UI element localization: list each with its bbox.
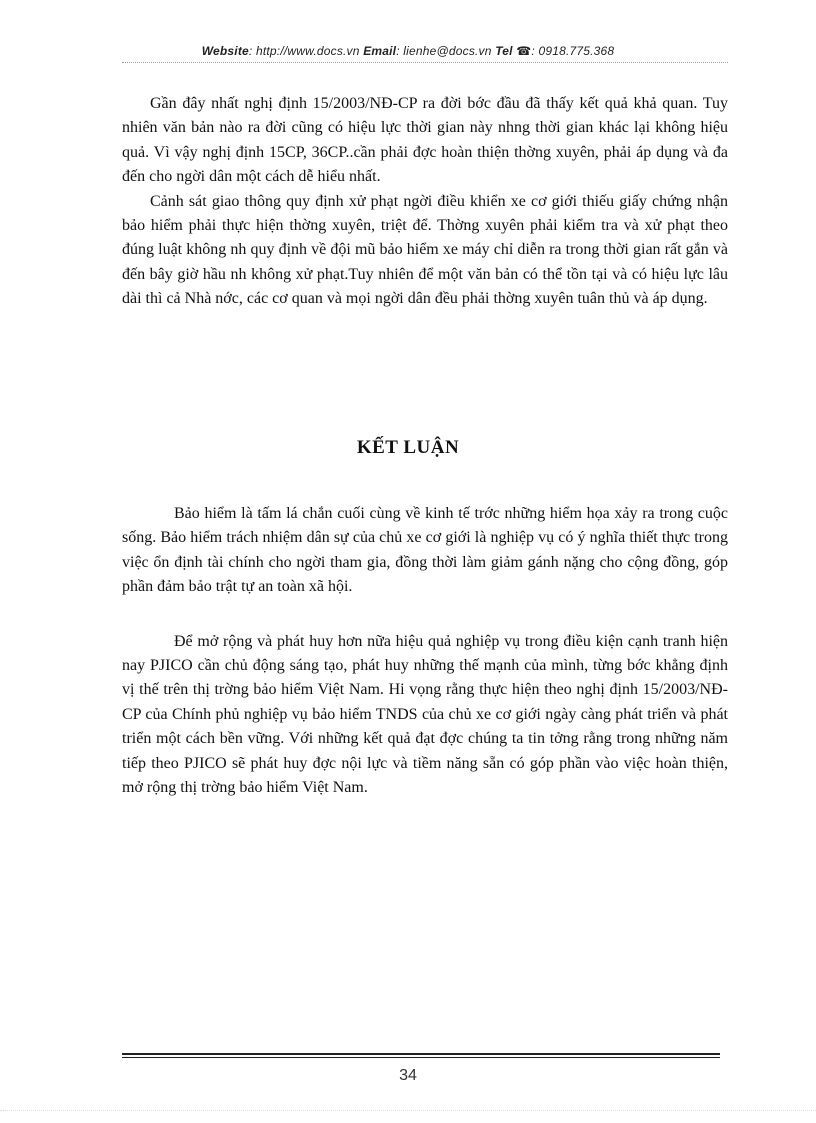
conclusion-paragraph-2: Để mở rộng và phát huy hơn nữa hiệu quả nghiệp vụ trong điều kiện cạnh tranh hiện nay PJICO cần chủ động sáng tạo, phát huy những thế mạnh của mình, từng bớc khẳng định vị thế trên thị trờng bảo hiểm Việt Nam. Hi vọng rằng thực hiện theo nghị định 15/2003/NĐ-CP của Chính phủ nghiệp vụ bảo hiểm TNDS của chủ xe cơ giới ngày càng phát triển và phát triển một cách bền vững. Với những kết quả đạt đợc chúng ta tin tởng rằng trong những năm tiếp theo PJICO sẽ phát huy đợc nội lực và tiềm năng sẵn có góp phần vào việc hoàn thiện, mở rộng thị trờng bảo hiểm Việt Nam. <box>122 632 728 797</box>
page-header <box>0 44 816 58</box>
phone-icon: ☎ <box>516 44 532 58</box>
footer-divider-thin <box>122 1057 720 1058</box>
page-edge <box>0 1110 816 1111</box>
body-paragraph-1: Gần đây nhất nghị định 15/2003/NĐ-CP ra đời bớc đầu đã thấy kết quả khả quan. Tuy nhiên văn bản nào ra đời cũng có hiệu lực thời gian này nhng thời gian khác lại không hiệu quả. Vì vậy nghị định 15CP, 36CP..cần phải đợc hoàn thiện thờng xuyên, phải áp dụng và đa đến cho ngời dân một cách dễ hiểu nhất. <box>122 95 728 186</box>
tel-label: Tel <box>495 44 513 58</box>
header-divider <box>122 62 728 63</box>
footer-divider-thick <box>122 1053 720 1055</box>
paragraph-gap <box>122 600 728 630</box>
conclusion-paragraph-1: Bảo hiểm là tấm lá chắn cuối cùng về kinh tế trớc những hiểm họa xảy ra trong cuộc sống. Bảo hiểm trách nhiệm dân sự của chủ xe cơ giới là nghiệp vụ có ý nghĩa thiết thực trong việc ổn định tài chính cho ngời tham gia, đồng thời làm giảm gánh nặng cho cộng đồng, góp phần đảm bảo trật tự an toàn xã hội. <box>122 505 728 596</box>
page-number: 34 <box>399 1067 417 1084</box>
body-paragraph-2: Cảnh sát giao thông quy định xử phạt ngời điều khiển xe cơ giới thiếu giấy chứng nhận bảo hiểm phải thực hiện thờng xuyên, triệt để. Thờng xuyên phải kiểm tra và xử phạt theo đúng luật không nh quy định về đội mũ bảo hiểm xe máy chỉ diễn ra trong thời gian rất gắn và đến bây giờ hầu nh không xử phạt.Tuy nhiên để một văn bản có thể tồn tại và có hiệu lực lâu dài thì cả Nhà nớc, các cơ quan và mọi ngời dân đều phải thờng xuyên tuân thủ và áp dụng. <box>122 192 728 308</box>
conclusion-section <box>122 502 728 800</box>
email-label: Email <box>363 44 397 58</box>
website-value: : http://www.docs.vn <box>248 44 360 58</box>
conclusion-heading: KẾT LUẬN <box>356 437 460 458</box>
email-value: : lienhe@docs.vn <box>396 44 492 58</box>
body-section <box>122 92 728 312</box>
tel-value: : 0918.775.368 <box>531 44 615 58</box>
website-label: Website <box>201 44 249 58</box>
